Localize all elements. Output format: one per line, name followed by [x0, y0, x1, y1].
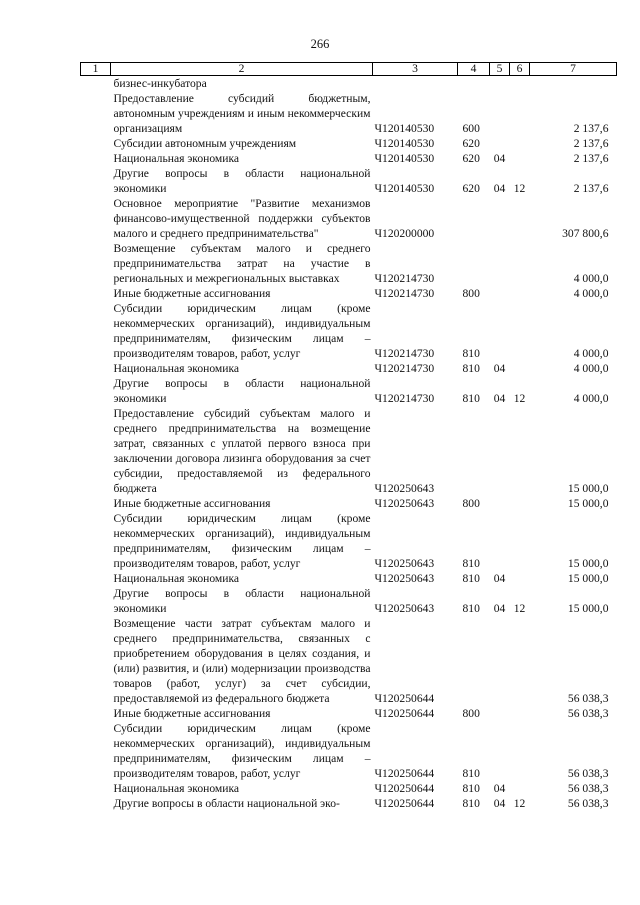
row-section [490, 136, 510, 151]
row-target-code: Ч120250644 [374, 782, 435, 795]
row-subsection [510, 496, 530, 511]
row-target-code: Ч120250644 [374, 707, 435, 720]
row-expense-type [458, 241, 490, 286]
row-amount: 2 137,6 [573, 182, 609, 195]
row-target-code: Ч120140530 [374, 137, 435, 150]
row-subsection [510, 706, 530, 721]
row-amount: 15 000,0 [567, 602, 609, 615]
row-number-cell [81, 286, 111, 301]
table-row [81, 511, 617, 571]
row-name: Иные бюджетные ассигнования [113, 707, 271, 720]
row-name: Основное мероприятие "Развитие механизмов финансово-имущественной поддержки субъектов малого и среднего предпринимательства" [113, 197, 371, 240]
table-header [81, 63, 617, 76]
table-row [81, 136, 617, 151]
table-row [81, 706, 617, 721]
row-subsection [510, 616, 530, 706]
row-name: Субсидии юридическим лицам (кроме некоммерческих организаций), индивидуальным предпринимателям, физическим лицам – производителям товаров, работ, услуг [113, 722, 371, 780]
header-col-2: 2 [111, 63, 373, 76]
row-amount: 15 000,0 [567, 497, 609, 510]
row-number-cell [81, 511, 111, 571]
row-subsection: 12 [513, 602, 526, 615]
row-subsection: 12 [513, 182, 526, 195]
row-subsection [510, 721, 530, 781]
row-section [490, 496, 510, 511]
row-number-cell [81, 496, 111, 511]
row-section: 04 [493, 797, 506, 810]
row-amount: 4 000,0 [573, 362, 609, 375]
row-name: Национальная экономика [113, 572, 240, 585]
row-name: бизнес-инкубатора [113, 77, 207, 90]
row-section: 04 [493, 362, 506, 375]
row-target-code: Ч120214730 [374, 272, 435, 285]
table-row [81, 76, 617, 92]
row-section [490, 286, 510, 301]
row-subsection: 12 [513, 392, 526, 405]
table-row [81, 376, 617, 406]
row-amount: 15 000,0 [567, 572, 609, 585]
row-name: Иные бюджетные ассигнования [113, 287, 271, 300]
row-section [490, 406, 510, 496]
table-row [81, 571, 617, 586]
row-number-cell [81, 706, 111, 721]
row-number-cell [81, 796, 111, 811]
row-target-code: Ч120250643 [374, 557, 435, 570]
table-row [81, 91, 617, 136]
row-section: 04 [493, 182, 506, 195]
row-subsection [510, 571, 530, 586]
row-expense-type: 600 [462, 122, 480, 135]
row-target-code: Ч120250644 [374, 767, 435, 780]
table-row [81, 781, 617, 796]
row-target-code: Ч120250643 [374, 572, 435, 585]
row-number-cell [81, 151, 111, 166]
row-target-code: Ч120140530 [374, 182, 435, 195]
row-target-code: Ч120214730 [374, 362, 435, 375]
table-row [81, 196, 617, 241]
row-name: Возмещение части затрат субъектам малого и среднего предпринимательства, связанных с приобретением оборудования в целях создания, и (или) развития, и (или) модернизации производства товаров (работ, услуг) за счет субсидии, предоставляемой из федерального бюджета [113, 617, 371, 705]
row-subsection [510, 151, 530, 166]
row-subsection [510, 196, 530, 241]
row-amount: 56 038,3 [567, 767, 609, 780]
row-amount: 307 800,6 [562, 227, 609, 240]
table-row [81, 496, 617, 511]
row-expense-type: 620 [462, 152, 480, 165]
table-row [81, 586, 617, 616]
row-number-cell [81, 376, 111, 406]
row-expense-type: 810 [462, 602, 480, 615]
row-amount: 56 038,3 [567, 797, 609, 810]
row-expense-type: 810 [462, 767, 480, 780]
row-number-cell [81, 241, 111, 286]
row-name: Иные бюджетные ассигнования [113, 497, 271, 510]
row-expense-type: 810 [462, 557, 480, 570]
row-subsection [510, 76, 530, 92]
row-amount: 4 000,0 [573, 272, 609, 285]
row-subsection [510, 406, 530, 496]
header-col-6: 6 [510, 63, 530, 76]
row-expense-type [458, 196, 490, 241]
table-row [81, 616, 617, 706]
row-expense-type: 810 [462, 782, 480, 795]
row-section: 04 [493, 392, 506, 405]
row-amount: 2 137,6 [573, 137, 609, 150]
row-amount: 56 038,3 [567, 707, 609, 720]
row-number-cell [81, 571, 111, 586]
row-section [490, 301, 510, 361]
row-number-cell [81, 196, 111, 241]
row-amount: 2 137,6 [573, 122, 609, 135]
row-section: 04 [493, 782, 506, 795]
row-expense-type [458, 616, 490, 706]
row-number-cell [81, 76, 111, 92]
row-name: Другие вопросы в области национальной экономики [113, 377, 371, 405]
row-number-cell [81, 586, 111, 616]
row-name: Другие вопросы в области национальной экономики [113, 587, 371, 615]
row-subsection [510, 286, 530, 301]
row-name: Другие вопросы в области национальной экономики [113, 167, 371, 195]
row-subsection [510, 511, 530, 571]
row-section [490, 241, 510, 286]
row-amount: 4 000,0 [573, 287, 609, 300]
row-subsection [510, 91, 530, 136]
row-amount: 2 137,6 [573, 152, 609, 165]
row-section [490, 706, 510, 721]
row-expense-type: 810 [462, 347, 480, 360]
row-target-code: Ч120250643 [374, 482, 435, 495]
row-section: 04 [493, 152, 506, 165]
row-number-cell [81, 721, 111, 781]
row-name: Возмещение субъектам малого и среднего предпринимательства затрат на участие в региональных и межрегиональных выставках [113, 242, 371, 285]
row-target-code: Ч120140530 [374, 152, 435, 165]
table-row [81, 796, 617, 811]
table-row [81, 361, 617, 376]
header-col-4: 4 [458, 63, 490, 76]
row-expense-type: 800 [462, 287, 480, 300]
row-expense-type: 620 [462, 182, 480, 195]
budget-table [80, 62, 617, 811]
row-amount: 15 000,0 [567, 482, 609, 495]
row-expense-type [458, 406, 490, 496]
row-number-cell [81, 91, 111, 136]
row-name: Другие вопросы в области национальной эко- [113, 797, 340, 810]
row-expense-type: 800 [462, 707, 480, 720]
row-target-code [373, 76, 458, 92]
table-row [81, 286, 617, 301]
page-number: 266 [310, 37, 330, 51]
header-col-1: 1 [81, 63, 111, 76]
row-number-cell [81, 136, 111, 151]
row-number-cell [81, 781, 111, 796]
row-section [490, 616, 510, 706]
header-col-7: 7 [530, 63, 617, 76]
header-col-3: 3 [373, 63, 458, 76]
table-row [81, 406, 617, 496]
row-amount: 56 038,3 [567, 692, 609, 705]
row-amount: 15 000,0 [567, 557, 609, 570]
row-target-code: Ч120214730 [374, 287, 435, 300]
table-row [81, 241, 617, 286]
row-target-code: Ч120214730 [374, 392, 435, 405]
row-amount [530, 76, 617, 92]
table-body [81, 76, 617, 812]
row-section [490, 76, 510, 92]
row-amount: 4 000,0 [573, 392, 609, 405]
row-number-cell [81, 616, 111, 706]
row-target-code: Ч120250643 [374, 497, 435, 510]
row-subsection [510, 781, 530, 796]
row-number-cell [81, 361, 111, 376]
row-section [490, 91, 510, 136]
table-row [81, 301, 617, 361]
row-expense-type: 810 [462, 572, 480, 585]
header-col-5: 5 [490, 63, 510, 76]
row-number-cell [81, 301, 111, 361]
row-section [490, 196, 510, 241]
table-row [81, 151, 617, 166]
row-subsection [510, 361, 530, 376]
row-subsection [510, 136, 530, 151]
row-section [490, 511, 510, 571]
row-section: 04 [493, 602, 506, 615]
row-name: Национальная экономика [113, 782, 240, 795]
row-number-cell [81, 166, 111, 196]
row-number-cell [81, 406, 111, 496]
row-subsection [510, 241, 530, 286]
row-expense-type: 810 [462, 797, 480, 810]
row-expense-type: 810 [462, 362, 480, 375]
row-target-code: Ч120214730 [374, 347, 435, 360]
row-name: Национальная экономика [113, 362, 240, 375]
table-row [81, 166, 617, 196]
table-row [81, 721, 617, 781]
row-amount: 4 000,0 [573, 347, 609, 360]
row-amount: 56 038,3 [567, 782, 609, 795]
row-name: Национальная экономика [113, 152, 240, 165]
row-subsection [510, 301, 530, 361]
row-target-code: Ч120250644 [374, 692, 435, 705]
row-name: Субсидии юридическим лицам (кроме некоммерческих организаций), индивидуальным предпринимателям, физическим лицам – производителям товаров, работ, услуг [113, 512, 371, 570]
row-name: Предоставление субсидий бюджетным, автономным учреждениям и иным некоммерческим организациям [113, 92, 371, 135]
row-expense-type [458, 76, 490, 92]
row-subsection: 12 [513, 797, 526, 810]
row-target-code: Ч120250643 [374, 602, 435, 615]
row-target-code: Ч120250644 [374, 797, 435, 810]
row-name: Субсидии автономным учреждениям [113, 137, 297, 150]
row-name: Предоставление субсидий субъектам малого и среднего предпринимательства на возмещение затрат, связанных с уплатой первого взноса при заключении договора лизинга оборудования за счет субсидии, предоставляемой из федерального бюджета [113, 407, 371, 495]
row-target-code: Ч120200000 [374, 227, 435, 240]
row-expense-type: 800 [462, 497, 480, 510]
row-section [490, 721, 510, 781]
row-expense-type: 810 [462, 392, 480, 405]
row-name: Субсидии юридическим лицам (кроме некоммерческих организаций), индивидуальным предпринимателям, физическим лицам – производителям товаров, работ, услуг [113, 302, 371, 360]
row-section: 04 [493, 572, 506, 585]
row-expense-type: 620 [462, 137, 480, 150]
row-target-code: Ч120140530 [374, 122, 435, 135]
